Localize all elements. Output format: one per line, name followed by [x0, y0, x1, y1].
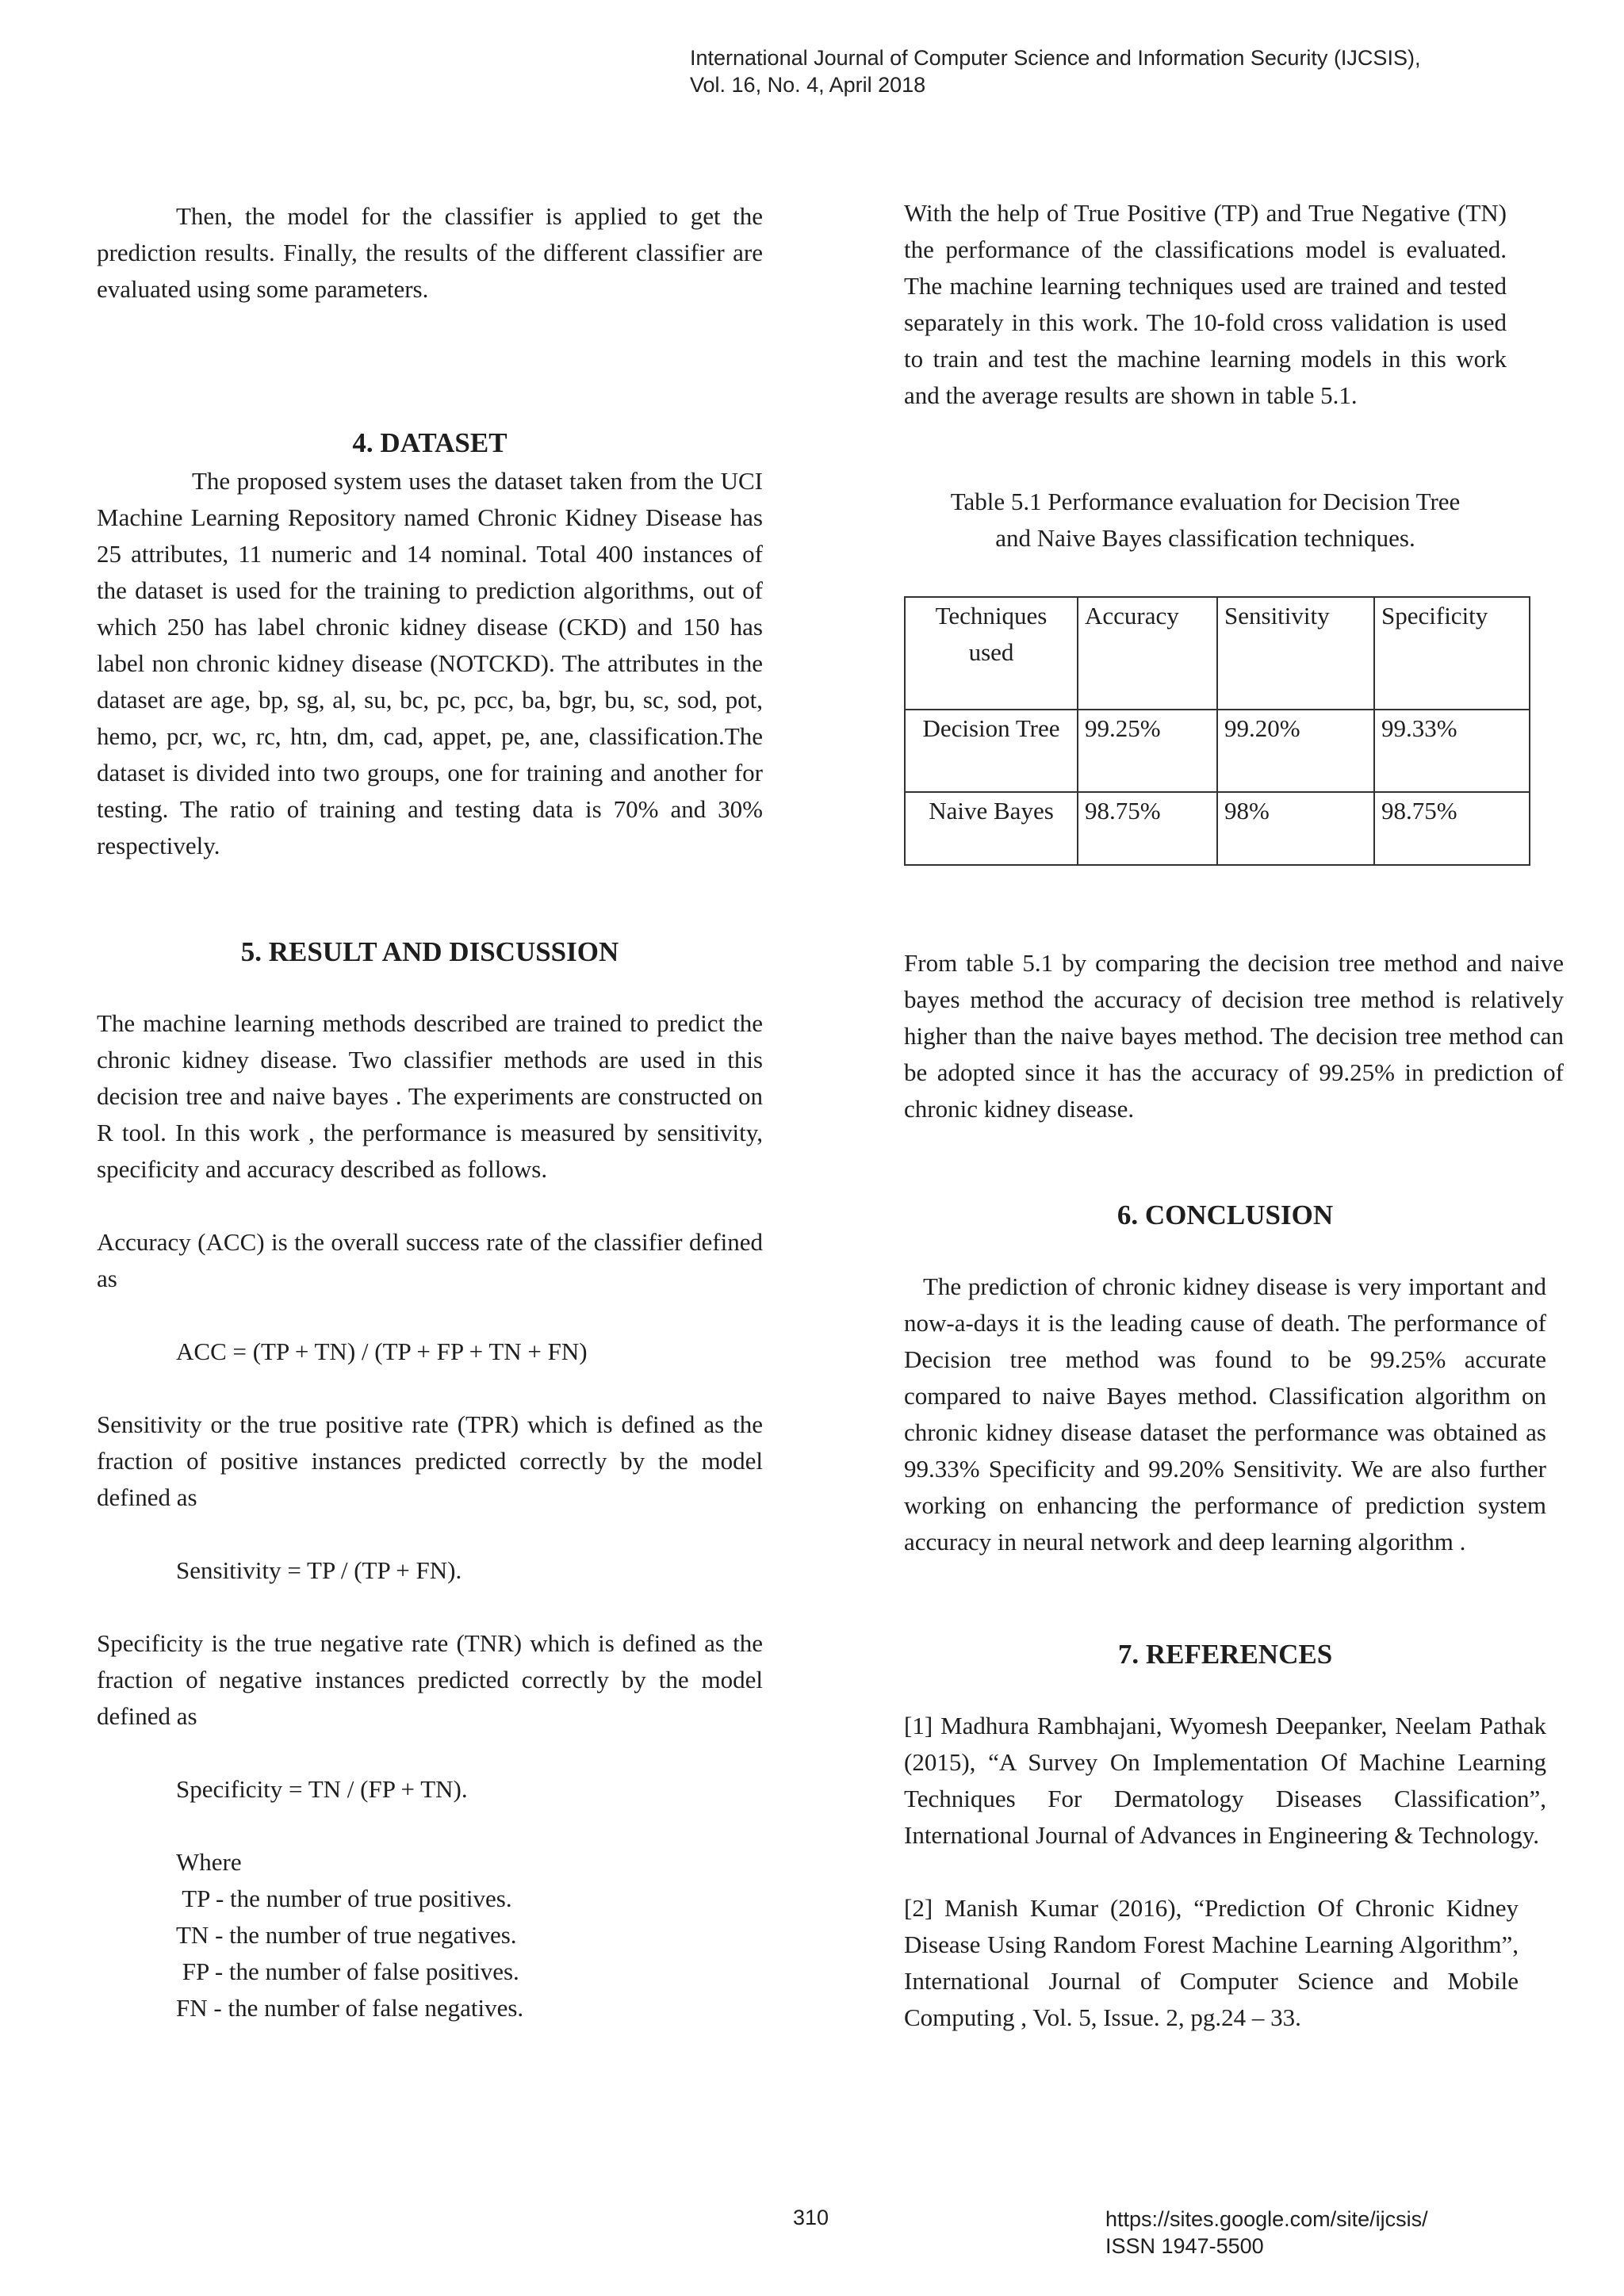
reference-item: [1] Madhura Rambhajani, Wyomesh Deepanker, Neelam Pathak (2015), “A Survey On Implementation Of Machine Learning Techniques For Dermatology Diseases Classification”, International Journal of Advances in Engineering & Technology. [904, 1712, 1546, 1849]
where-label: Where [176, 1848, 242, 1876]
table-header-row [905, 597, 1530, 710]
cell-specificity: 99.33% [1374, 710, 1530, 792]
definitions-list [97, 1844, 763, 2026]
cell-technique: Decision Tree [905, 710, 1078, 792]
accuracy-formula: ACC = (TP + TN) / (TP + FP + TN + FN) [176, 1337, 588, 1365]
result-paragraph: The machine learning methods described are trained to predict the chronic kidney disease. Two classifier methods are used in this decision tree and naive bayes . The experiments are constructed on R tool. In this work , the performance is measured by sensitivity, specificity and accuracy described as follows. [97, 1009, 763, 1183]
result-heading: 5. RESULT AND DISCUSSION [240, 936, 619, 967]
header-specificity: Specificity [1374, 597, 1530, 710]
dataset-heading: 4. DATASET [352, 427, 508, 458]
references-section [904, 1636, 1546, 2036]
conclusion-heading: 6. CONCLUSION [1116, 1200, 1334, 1230]
cell-accuracy: 98.75% [1078, 792, 1217, 865]
conclusion-section [904, 1197, 1546, 1560]
right-intro-paragraph: With the help of True Positive (TP) and True Negative (TN) the performance of the classifications model is evaluated. The machine learning techniques used are trained and tested separately in this work. The 10-fold cross validation is used to train and test the machine learning models in this work and the average results are shown in table 5.1. [904, 199, 1507, 409]
reference-item: [2] Manish Kumar (2016), “Prediction Of Chronic Kidney Disease Using Random Forest Machine Learning Algorithm”, International Journal of Computer Science and Mobile Computing , Vol. 5, Issue. 2, pg.24 – 33. [904, 1894, 1519, 2031]
performance-table-wrap [904, 596, 1564, 866]
dataset-paragraph: The proposed system uses the dataset taken from the UCI Machine Learning Repository named Chronic Kidney Disease has 25 attributes, 11 numeric and 14 nominal. Total 400 instances of the dataset is used for the training to prediction algorithms, out of which 250 has label chronic kidney disease (CKD) and 150 has label non chronic kidney disease (NOTCKD). The attributes in the dataset are age, bp, sg, al, su, bc, pc, pcc, ba, bgr, bu, sc, sod, pot, hemo, pcr, wc, rc, htn, dm, cad, appet, pe, ane, classification.The dataset is divided into two groups, one for training and another for testing. The ratio of training and testing data is 70% and 30% respectively. [97, 467, 763, 859]
table-row [905, 792, 1530, 865]
header-accuracy: Accuracy [1078, 597, 1217, 710]
conclusion-paragraph: The prediction of chronic kidney disease is very important and now-a-days it is the leading cause of death. The performance of Decision tree method was found to be 99.25% accurate compared to naive Bayes method. Classification algorithm on chronic kidney disease dataset the performance was obtained as 99.33% Specificity and 99.20% Sensitivity. We are also further working on enhancing the performance of prediction system accuracy in neural network and deep learning algorithm . [904, 1272, 1546, 1556]
definition-fp: FP - the number of false positives. [176, 1957, 519, 1985]
header-techniques: Techniques used [905, 597, 1078, 710]
comparison-paragraph: From table 5.1 by comparing the decision tree method and naive bayes method the accuracy of decision tree method is relatively higher than the naive bayes method. The decision tree method can be adopted since it has the accuracy of 99.25% in prediction of chronic kidney disease. [904, 949, 1564, 1123]
footer-info [1105, 2206, 1428, 2260]
result-section [97, 934, 763, 2026]
journal-volume: Vol. 16, No. 4, April 2018 [690, 73, 926, 97]
specificity-formula: Specificity = TN / (FP + TN). [176, 1775, 468, 1803]
journal-header [690, 44, 1420, 98]
specificity-paragraph: Specificity is the true negative rate (TNR) which is defined as the fraction of negative instances predicted correctly by the model defined as [97, 1629, 763, 1730]
references-heading: 7. REFERENCES [1117, 1639, 1333, 1670]
intro-paragraph: Then, the model for the classifier is applied to get the prediction results. Finally, the results of the different classifier are evaluated using some parameters. [97, 202, 763, 303]
accuracy-paragraph: Accuracy (ACC) is the overall success rate of the classifier defined as [97, 1228, 763, 1292]
comparison-section [904, 945, 1564, 1127]
definition-tn: TN - the number of true negatives. [176, 1921, 517, 1949]
dataset-section [97, 425, 763, 864]
table-caption-line1: Table 5.1 Performance evaluation for Decision Tree [950, 488, 1461, 515]
table-caption-line2: and Naive Bayes classification techniques. [995, 524, 1415, 552]
header-sensitivity: Sensitivity [1217, 597, 1374, 710]
sensitivity-paragraph: Sensitivity or the true positive rate (TPR) which is defined as the fraction of positive instances predicted correctly by the model defined as [97, 1410, 763, 1511]
table-caption [904, 484, 1507, 557]
cell-specificity: 98.75% [1374, 792, 1530, 865]
right-column-intro [904, 195, 1507, 414]
sensitivity-formula: Sensitivity = TP / (TP + FN). [176, 1556, 462, 1584]
footer-site-link[interactable]: https://sites.google.com/site/ijcsis/ [1105, 2207, 1428, 2231]
definition-fn: FN - the number of false negatives. [176, 1994, 524, 2022]
left-column [97, 198, 763, 308]
page-number: 310 [793, 2206, 829, 2229]
performance-table [904, 596, 1530, 866]
footer-issn: ISSN 1947-5500 [1105, 2234, 1264, 2258]
cell-accuracy: 99.25% [1078, 710, 1217, 792]
table-row [905, 710, 1530, 792]
cell-sensitivity: 99.20% [1217, 710, 1374, 792]
cell-sensitivity: 98% [1217, 792, 1374, 865]
journal-title: International Journal of Computer Science and Information Security (IJCSIS), [690, 46, 1421, 70]
definition-tp: TP - the number of true positives. [176, 1885, 512, 1912]
cell-technique: Naive Bayes [905, 792, 1078, 865]
